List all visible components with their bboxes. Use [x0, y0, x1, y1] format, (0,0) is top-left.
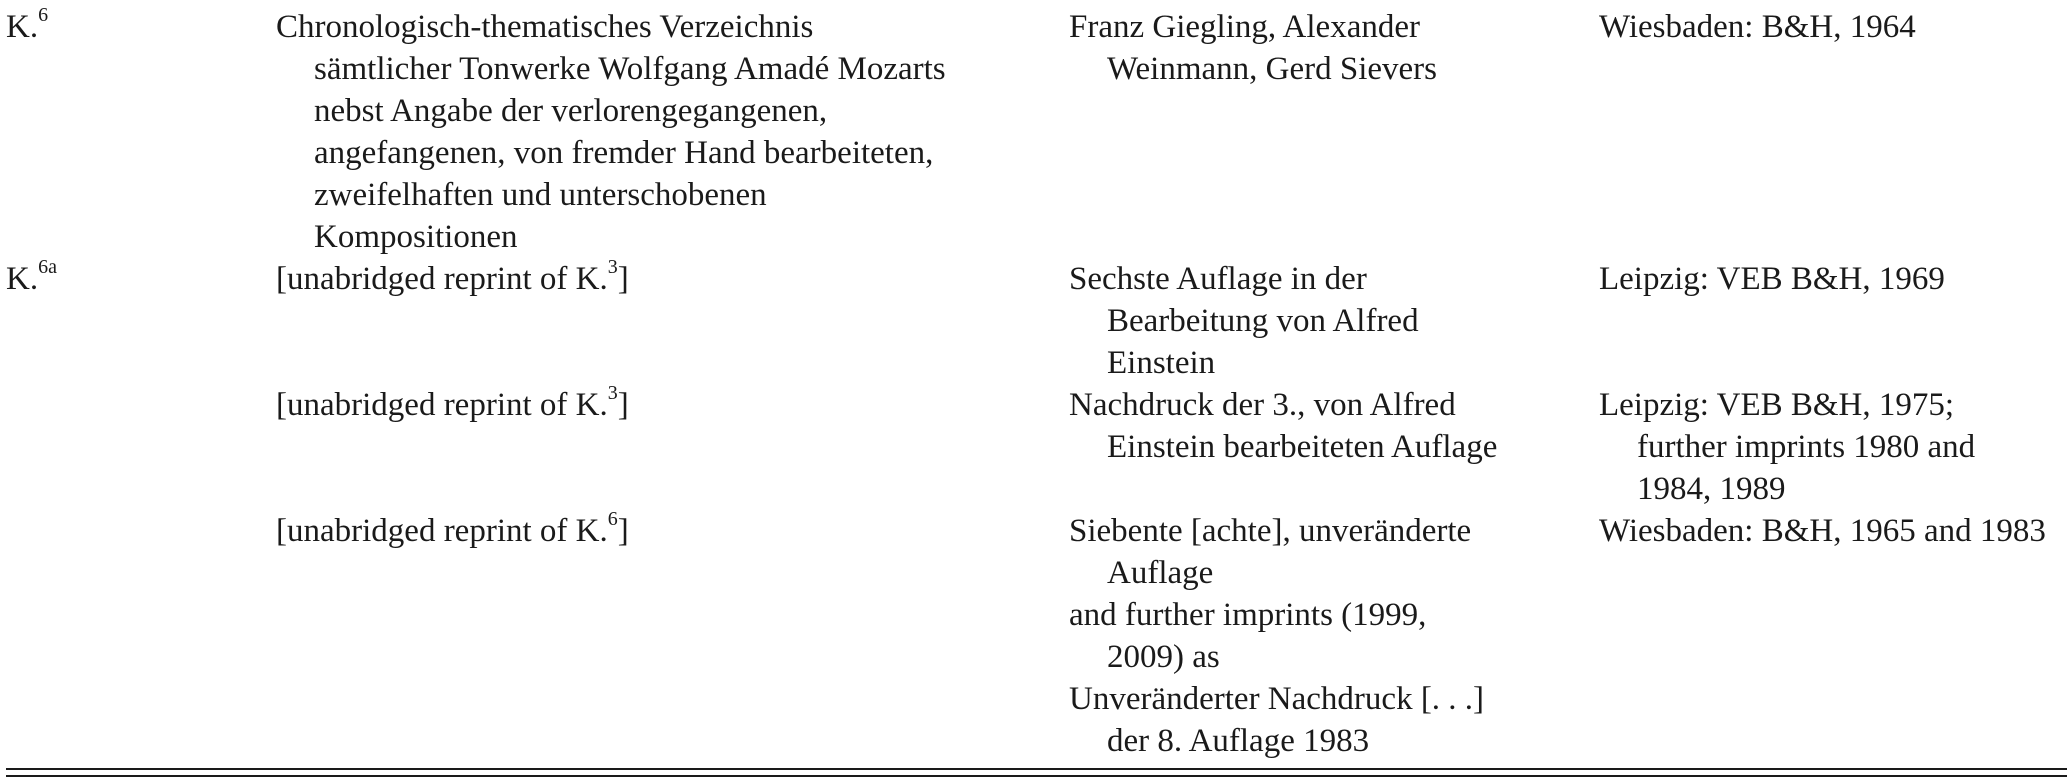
- title-line: zweifelhaften und unterschobenen: [314, 177, 767, 213]
- siglum-superscript: 6a: [38, 256, 57, 278]
- title-line: Kompositionen: [314, 219, 518, 255]
- publisher-line: Wiesbaden: B&H, 1964: [1599, 9, 1916, 45]
- publisher-line: Leipzig: VEB B&H, 1969: [1599, 261, 1945, 297]
- title-reprint-k3: [276, 258, 629, 300]
- editors-nachdruck: [1069, 384, 1497, 468]
- editors-line: Weinmann, Gerd Sievers: [1107, 51, 1437, 87]
- publisher-k6: [1599, 6, 1916, 48]
- publisher-leipzig-1975: [1599, 384, 1975, 510]
- title-line: sämtlicher Tonwerke Wolfgang Amadé Mozarts: [314, 51, 946, 87]
- editors-k6: [1069, 6, 1437, 90]
- title-line: [276, 258, 629, 300]
- title-reprint-k3-second: [276, 384, 629, 426]
- title-base: [unabridged reprint of K.: [276, 261, 608, 297]
- publisher-k6a: [1599, 258, 1945, 300]
- title-line: nebst Angabe der verlorengegangenen,: [314, 93, 828, 129]
- publisher-line: Wiesbaden: B&H, 1965 and 1983: [1599, 513, 2046, 549]
- editors-line: 2009) as: [1107, 639, 1220, 675]
- editors-line: Nachdruck der 3., von Alfred: [1069, 387, 1456, 423]
- editors-line: Sechste Auflage in der: [1069, 261, 1367, 297]
- publisher-line: further imprints 1980 and: [1637, 429, 1976, 465]
- editors-line: der 8. Auflage 1983: [1107, 723, 1370, 759]
- title-line: Chronologisch-thematisches Verzeichnis: [276, 9, 814, 45]
- siglum-base: K.: [6, 261, 39, 297]
- editors-line: and further imprints (1999,: [1069, 597, 1427, 633]
- publisher-wiesbaden-1965: [1599, 510, 2046, 552]
- siglum-k6a: [6, 258, 57, 300]
- title-end: ]: [617, 513, 629, 549]
- title-line: angefangenen, von fremder Hand bearbeiteten,: [314, 135, 934, 171]
- editors-line: Franz Giegling, Alexander: [1069, 9, 1420, 45]
- table-bottom-rule-upper: [6, 768, 2067, 770]
- title-reprint-k6: [276, 510, 629, 552]
- title-base: [unabridged reprint of K.: [276, 387, 608, 423]
- siglum-superscript: 6: [38, 4, 49, 26]
- editors-line: Einstein bearbeiteten Auflage: [1107, 429, 1498, 465]
- title-line: [276, 510, 629, 552]
- publisher-line: 1984, 1989: [1637, 471, 1786, 507]
- editors-line: Einstein: [1107, 345, 1216, 381]
- title-end: ]: [617, 387, 629, 423]
- table-bottom-rule-lower: [6, 775, 2067, 777]
- publisher-line: Leipzig: VEB B&H, 1975;: [1599, 387, 1955, 423]
- editors-line: Siebente [achte], unveränderte: [1069, 513, 1472, 549]
- title-k6: [276, 6, 946, 258]
- editors-siebente: [1069, 510, 1484, 762]
- siglum-base: K.: [6, 9, 39, 45]
- title-base: [unabridged reprint of K.: [276, 513, 608, 549]
- editors-line: Bearbeitung von Alfred: [1107, 303, 1419, 339]
- title-line: [276, 384, 629, 426]
- editors-line: Unveränderter Nachdruck [. . .]: [1069, 681, 1485, 717]
- title-superscript: 3: [607, 256, 618, 278]
- editors-k6a: [1069, 258, 1419, 384]
- title-end: ]: [617, 261, 629, 297]
- title-superscript: 6: [607, 508, 618, 530]
- siglum-k6: [6, 6, 48, 48]
- editors-line: Auflage: [1107, 555, 1214, 591]
- title-superscript: 3: [607, 382, 618, 404]
